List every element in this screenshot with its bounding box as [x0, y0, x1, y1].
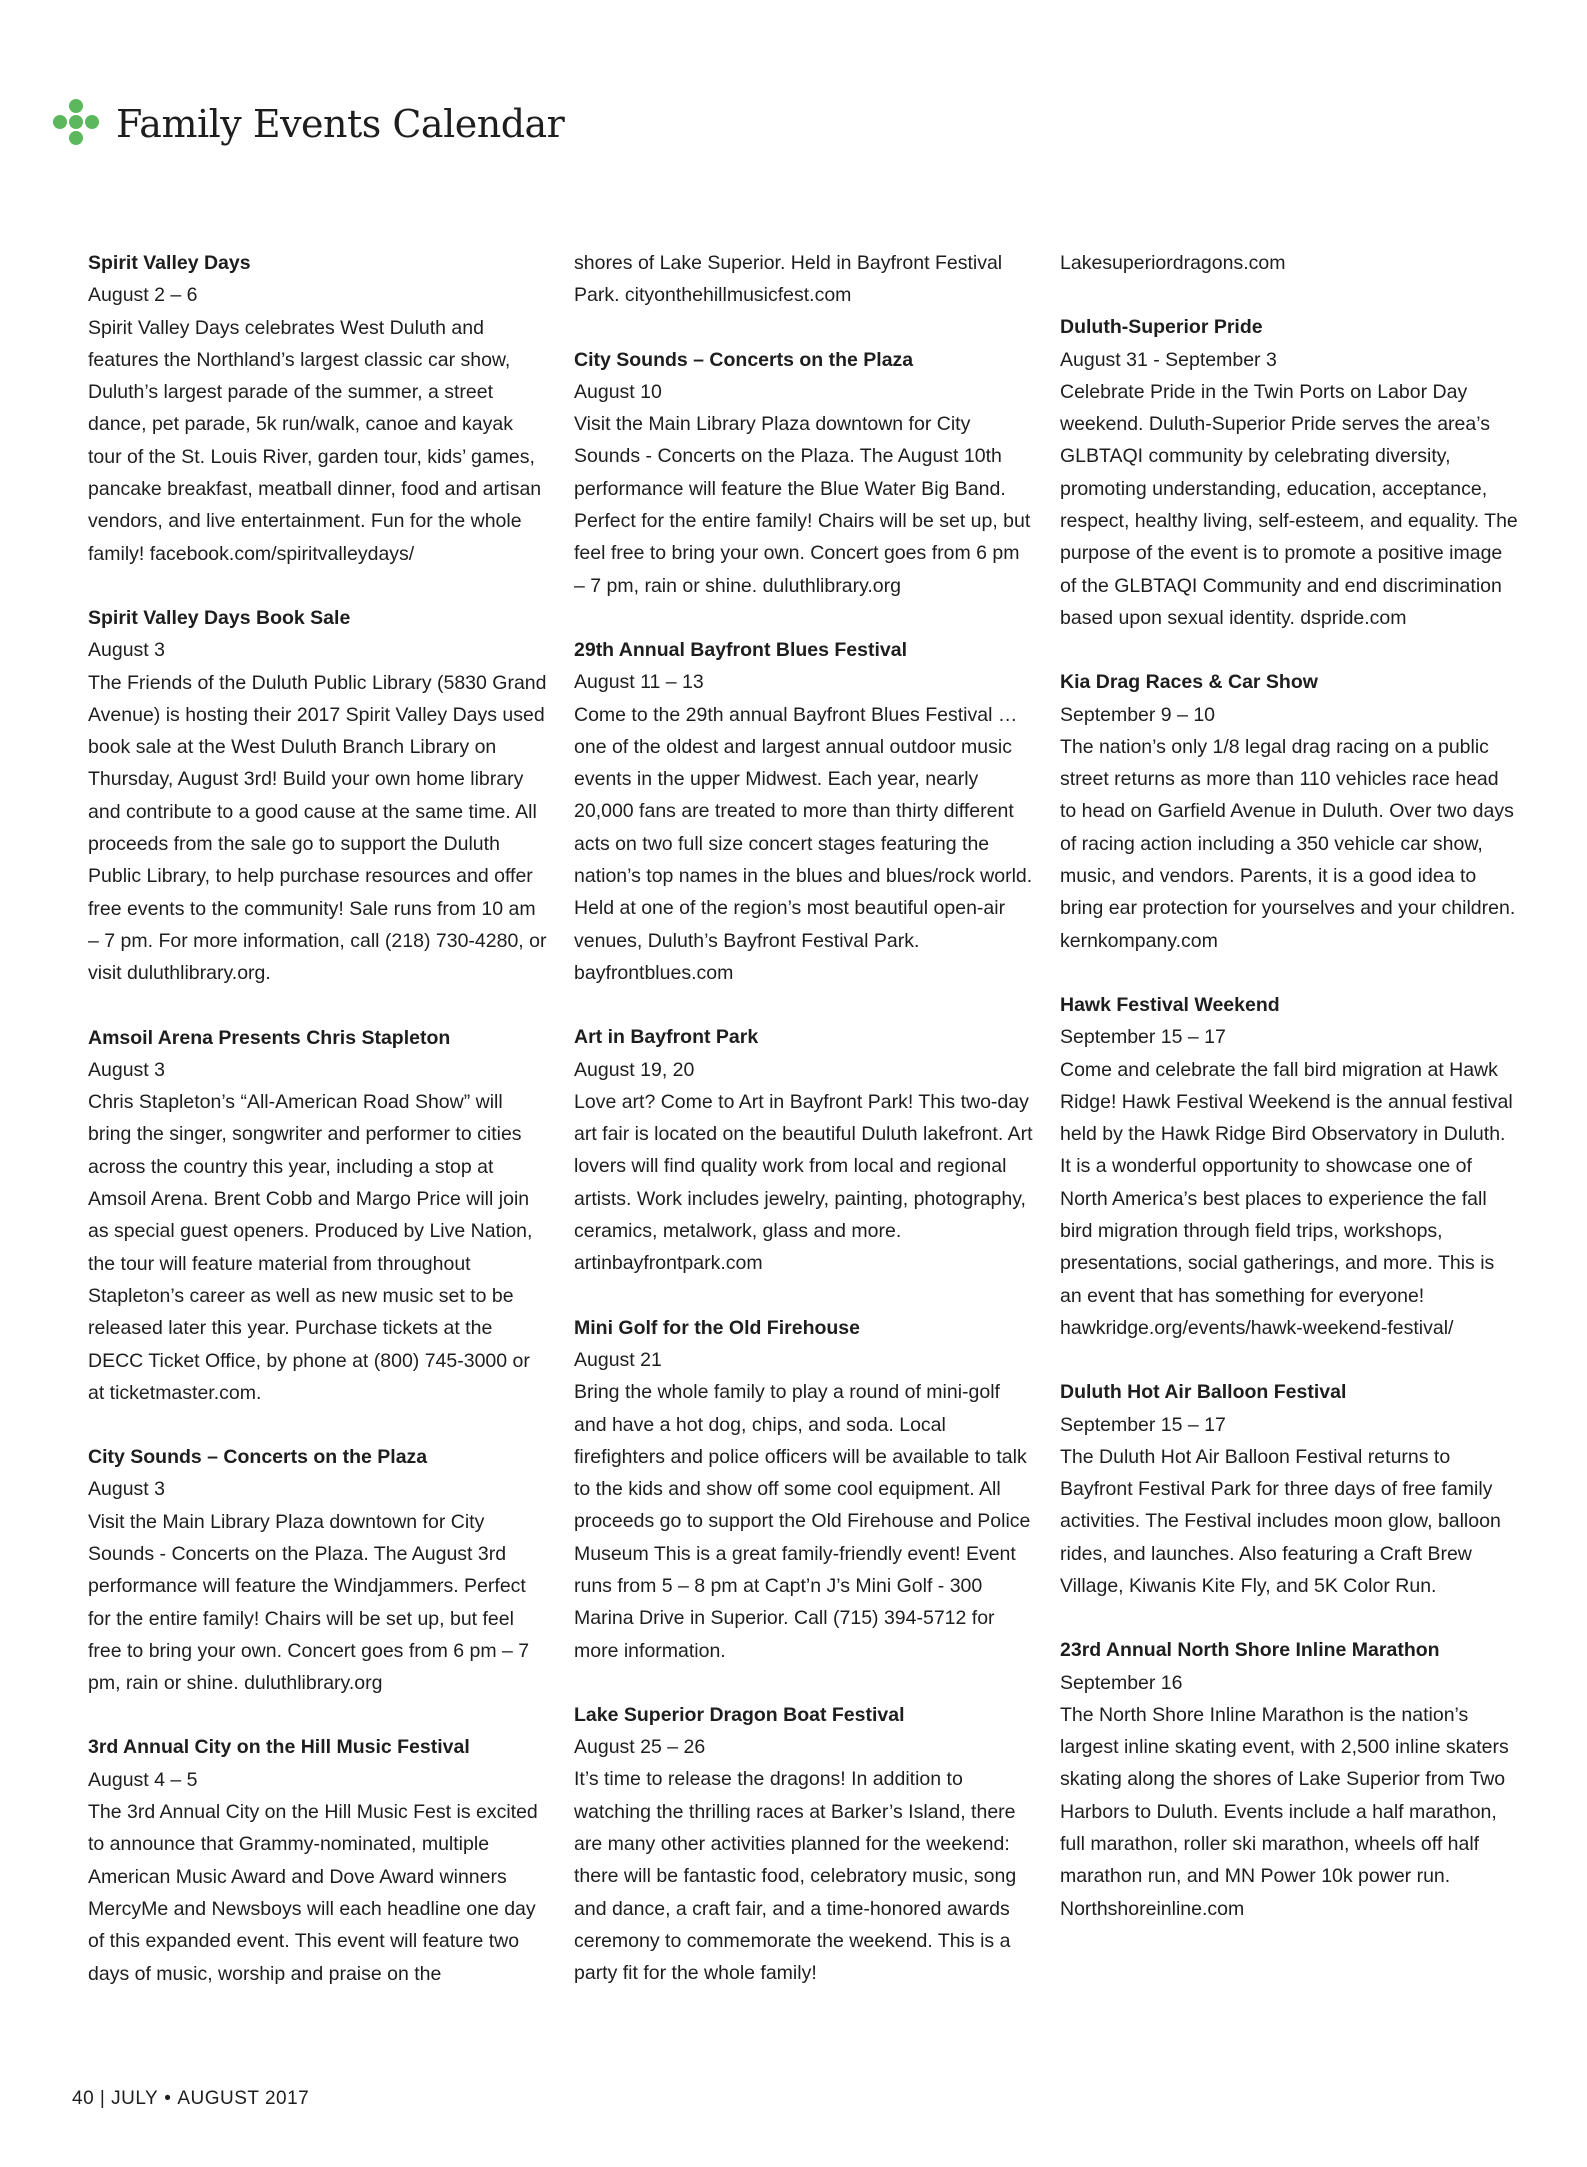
- event-date: September 16: [1060, 1671, 1183, 1694]
- event-title: Duluth Hot Air Balloon Festival: [1060, 1381, 1347, 1404]
- footer-separator: |: [99, 2088, 106, 2109]
- event-item: [574, 1021, 1034, 1279]
- event-item: [574, 1312, 1034, 1667]
- event-date: August 25 – 26: [574, 1736, 706, 1759]
- event-date: August 11 – 13: [574, 671, 704, 694]
- event-title: 29th Annual Bayfront Blues Festival: [574, 638, 908, 661]
- event-date: August 19, 20: [574, 1058, 695, 1081]
- event-description: Bring the whole family to play a round of mini-golf and have a hot dog, chips, and soda. Local firefighters and police officers will be available to talk to the kids and show off some cool equipment. All proceeds go to support the Old Firehouse and Police Museum This is a great family-friendly event! Event runs from 5 – 8 pm at Capt’n J’s Mini Golf - 300 Marina Drive in Superior. Call (715) 394-5712 for more information.: [574, 1381, 1031, 1662]
- event-date: August 3: [88, 1058, 165, 1081]
- event-title: City Sounds – Concerts on the Plaza: [574, 348, 914, 371]
- event-date: August 2 – 6: [88, 284, 198, 307]
- column-right: [1060, 247, 1520, 2022]
- event-item: [1060, 666, 1520, 957]
- event-item: [574, 634, 1034, 989]
- event-item: [88, 1022, 548, 1410]
- event-item: [574, 247, 1034, 312]
- event-item: [88, 602, 548, 990]
- event-description: The North Shore Inline Marathon is the nation’s largest inline skating event, with 2,500 inline skaters skating along the shores of Lake Superior from Two Harbors to Duluth. Events include a half marathon, full marathon, roller ski marathon, wheels off half marathon run, and MN Power 10k power run. Northshoreinline.com: [1060, 1703, 1509, 1920]
- event-description: The Friends of the Duluth Public Library (5830 Grand Avenue) is hosting their 2017 Spirit Valley Days used book sale at the West Duluth Branch Library on Thursday, August 3rd! Build your own home library and contribute to a good cause at the same time. All proceeds from the sale go to support the Duluth Public Library, to help purchase resources and offer free events to the community! Sale runs from 10 am – 7 pm. For more information, call (218) 730-4280, or visit duluthlibrary.org.: [88, 671, 547, 985]
- event-description: Lakesuperiordragons.com: [1060, 252, 1286, 274]
- event-item: [1060, 1376, 1520, 1602]
- event-title: City Sounds – Concerts on the Plaza: [88, 1446, 428, 1469]
- event-item: [574, 1699, 1034, 1990]
- event-description: Come and celebrate the fall bird migration at Hawk Ridge! Hawk Festival Weekend is the annual festival held by the Hawk Ridge Bird Observatory in Duluth. It is a wonderful opportunity to showcase one of North America’s best places to experience the fall bird migration through field trips, workshops, presentations, social gatherings, and more. This is an event that has something for everyone! hawkridge.org/events/hawk-weekend-festival/: [1060, 1058, 1513, 1339]
- event-item: [88, 1731, 548, 1989]
- event-title: Art in Bayfront Park: [574, 1026, 759, 1049]
- event-title: 3rd Annual City on the Hill Music Festival: [88, 1736, 470, 1759]
- issue-month-start: JULY: [111, 2088, 159, 2109]
- event-item: [88, 1441, 548, 1699]
- event-date: August 31 - September 3: [1060, 348, 1277, 371]
- event-title: Hawk Festival Weekend: [1060, 993, 1280, 1016]
- event-title: Kia Drag Races & Car Show: [1060, 671, 1318, 694]
- event-description: The 3rd Annual City on the Hill Music Fest is excited to announce that Grammy-nominated, multiple American Music Award and Dove Award winners MercyMe and Newsboys will each headline one day of this expanded event. This event will feature two days of music, worship and praise on the: [88, 1801, 538, 1985]
- event-title: Mini Golf for the Old Firehouse: [574, 1316, 860, 1339]
- event-title: 23rd Annual North Shore Inline Marathon: [1060, 1639, 1440, 1662]
- footer-bullet: •: [164, 2088, 172, 2109]
- event-description: Visit the Main Library Plaza downtown for City Sounds - Concerts on the Plaza. The August 3rd performance will feature the Windjammers. Perfect for the entire family! Chairs will be set up, but feel free to bring your own. Concert goes from 6 pm – 7 pm, rain or shine. duluthlibrary.org: [88, 1510, 530, 1695]
- event-description: Visit the Main Library Plaza downtown for City Sounds - Concerts on the Plaza. The August 10th performance will feature the Blue Water Big Band. Perfect for the entire family! Chairs will be set up, but feel free to bring your own. Concert goes from 6 pm – 7 pm, rain or shine. duluthlibrary.org: [574, 413, 1031, 597]
- event-title: Spirit Valley Days Book Sale: [88, 606, 351, 629]
- event-title: Duluth-Superior Pride: [1060, 316, 1263, 339]
- event-item: [1060, 1634, 1520, 1925]
- event-description: It’s time to release the dragons! In addition to watching the thrilling races at Barker’s Island, there are many other activities planned for the weekend: there will be fantastic food, celebratory music, song and dance, a craft fair, and a time-honored awards ceremony to commemorate the weekend. This is a party fit for the whole family!: [574, 1768, 1017, 1985]
- event-description: Come to the 29th annual Bayfront Blues Festival … one of the oldest and largest annual outdoor music events in the upper Midwest. Each year, nearly 20,000 fans are treated to more than thirty different acts on two full size concert stages featuring the nation’s top names in the blues and blues/rock world. Held at one of the region’s most beautiful open-air venues, Duluth’s Bayfront Festival Park. bayfrontblues.com: [574, 703, 1033, 984]
- page-title: Family Events Calendar: [116, 102, 565, 146]
- issue-month-end: AUGUST 2017: [177, 2088, 310, 2109]
- event-description: The Duluth Hot Air Balloon Festival returns to Bayfront Festival Park for three days of free family activities. The Festival includes moon glow, balloon rides, and launches. Also featuring a Craft Brew Village, Kiwanis Kite Fly, and 5K Color Run.: [1060, 1445, 1501, 1597]
- column-middle: [574, 247, 1034, 2022]
- event-description: shores of Lake Superior. Held in Bayfront Festival Park. cityonthehillmusicfest.com: [574, 252, 1003, 307]
- event-title: Spirit Valley Days: [88, 252, 251, 274]
- event-date: September 15 – 17: [1060, 1413, 1226, 1436]
- event-date: August 3: [88, 1478, 165, 1501]
- event-description: Celebrate Pride in the Twin Ports on Labor Day weekend. Duluth-Superior Pride serves the area’s GLBTAQI community by celebrating diversity, promoting understanding, education, acceptance, respect, healthy living, self-esteem, and equality. The purpose of the event is to promote a positive image of the GLBTAQI Community and end discrimination based upon sexual identity. dspride.com: [1060, 380, 1518, 629]
- event-date: August 4 – 5: [88, 1768, 198, 1791]
- event-description: The nation’s only 1/8 legal drag racing on a public street returns as more than 110 vehicles race head to head on Garfield Avenue in Duluth. Over two days of racing action including a 350 vehicle car show, music, and vendors. Parents, it is a good idea to bring ear protection for yourselves and your children. kernkompany.com: [1060, 735, 1516, 952]
- event-date: September 9 – 10: [1060, 703, 1216, 726]
- page-number: 40: [72, 2088, 95, 2109]
- event-title: Lake Superior Dragon Boat Festival: [574, 1703, 905, 1726]
- event-title: Amsoil Arena Presents Chris Stapleton: [88, 1026, 451, 1049]
- event-description: Love art? Come to Art in Bayfront Park! This two-day art fair is located on the beautiful Duluth lakefront. Art lovers will find quality work from local and regional artists. Work includes jewelry, painting, photography, ceramics, metalwork, glass and more. artinbayfrontpark.com: [574, 1090, 1033, 1275]
- event-date: August 21: [574, 1348, 662, 1371]
- page-header: [50, 98, 564, 150]
- event-item: [1060, 247, 1520, 279]
- event-description: Spirit Valley Days celebrates West Duluth and features the Northland’s largest classic car show, Duluth’s largest parade of the summer, a street dance, pet parade, 5k run/walk, canoe and kayak tour of the St. Louis River, garden tour, kids’ games, pancake breakfast, meatball dinner, food and artisan vendors, and live entertainment. Fun for the whole family! facebook.com/spiritvalleydays/: [88, 316, 542, 565]
- column-left: [88, 247, 548, 2022]
- event-date: August 3: [88, 639, 165, 662]
- event-date: September 15 – 17: [1060, 1026, 1226, 1049]
- event-item: [574, 344, 1034, 602]
- event-item: [88, 247, 548, 570]
- page-footer: [72, 2088, 309, 2110]
- event-item: [1060, 989, 1520, 1344]
- green-dots-flower-icon: [50, 98, 102, 150]
- event-date: August 10: [574, 380, 662, 403]
- event-description: Chris Stapleton’s “All-American Road Show” will bring the singer, songwriter and performer to cities across the country this year, including a stop at Amsoil Arena. Brent Cobb and Margo Price will join as special guest openers. Produced by Live Nation, the tour will feature material from throughout Stapleton’s career as well as new music set to be released later this year. Purchase tickets at the DECC Ticket Office, by phone at (800) 745-3000 or at ticketmaster.com.: [88, 1091, 533, 1404]
- event-item: [1060, 311, 1520, 634]
- events-columns: [88, 247, 1528, 2022]
